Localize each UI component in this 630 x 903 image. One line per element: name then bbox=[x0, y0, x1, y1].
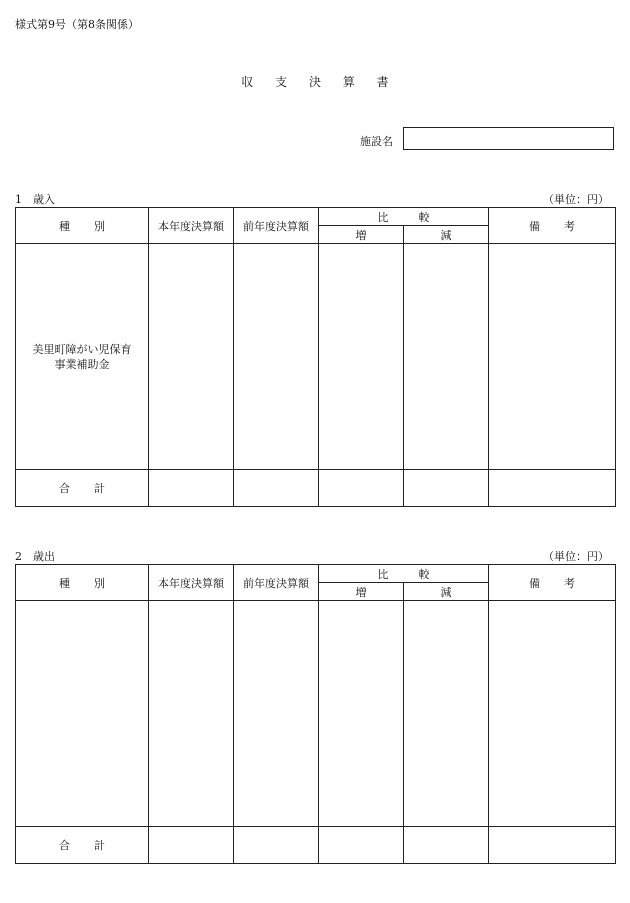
revenue-total-increase[interactable] bbox=[319, 470, 404, 507]
expenditure-total-previous[interactable] bbox=[234, 827, 319, 864]
table-row bbox=[16, 244, 616, 470]
expenditure-section-title: 2 歳出 bbox=[15, 550, 55, 563]
revenue-total-row bbox=[16, 470, 616, 507]
expenditure-table bbox=[15, 564, 616, 864]
expenditure-current-cell[interactable] bbox=[149, 601, 234, 827]
expenditure-increase-cell[interactable] bbox=[319, 601, 404, 827]
form-number: 様式第9号（第8条関係） bbox=[15, 18, 139, 31]
header-remarks: 備 考 bbox=[489, 565, 616, 601]
expenditure-total-decrease[interactable] bbox=[404, 827, 489, 864]
revenue-kind-line: 美里町障がい児保育 bbox=[32, 342, 132, 356]
header-increase: 増 bbox=[319, 226, 404, 244]
revenue-increase-cell[interactable] bbox=[319, 244, 404, 470]
revenue-section-title: 1 歳入 bbox=[15, 193, 55, 206]
expenditure-previous-cell[interactable] bbox=[234, 601, 319, 827]
revenue-total-remarks[interactable] bbox=[489, 470, 616, 507]
header-kind: 種 別 bbox=[16, 208, 149, 244]
header-increase: 増 bbox=[319, 583, 404, 601]
revenue-current-cell[interactable] bbox=[149, 244, 234, 470]
revenue-previous-cell[interactable] bbox=[234, 244, 319, 470]
revenue-table bbox=[15, 207, 616, 507]
title-char: 支 bbox=[275, 75, 288, 89]
expenditure-remarks-cell[interactable] bbox=[489, 601, 616, 827]
facility-label: 施設名 bbox=[360, 135, 393, 148]
header-previous-year: 前年度決算額 bbox=[234, 208, 319, 244]
revenue-total-previous[interactable] bbox=[234, 470, 319, 507]
title-char: 算 bbox=[342, 75, 355, 89]
header-comparison: 比 較 bbox=[319, 208, 489, 226]
expenditure-decrease-cell[interactable] bbox=[404, 601, 489, 827]
header-current-year: 本年度決算額 bbox=[149, 565, 234, 601]
title-char: 決 bbox=[308, 75, 321, 89]
expenditure-kind-cell[interactable] bbox=[16, 601, 149, 827]
revenue-unit-label: （単位：円） bbox=[543, 193, 609, 206]
expenditure-total-increase[interactable] bbox=[319, 827, 404, 864]
header-decrease: 減 bbox=[404, 226, 489, 244]
header-previous-year: 前年度決算額 bbox=[234, 565, 319, 601]
document-title bbox=[0, 73, 630, 90]
facility-name-field[interactable] bbox=[403, 127, 614, 150]
expenditure-total-current[interactable] bbox=[149, 827, 234, 864]
expenditure-unit-label: （単位：円） bbox=[543, 550, 609, 563]
revenue-kind-cell[interactable] bbox=[16, 244, 149, 470]
revenue-kind-line: 事業補助金 bbox=[54, 357, 110, 371]
table-row bbox=[16, 601, 616, 827]
total-label: 合 計 bbox=[16, 470, 149, 507]
revenue-total-decrease[interactable] bbox=[404, 470, 489, 507]
total-label: 合 計 bbox=[16, 827, 149, 864]
header-remarks: 備 考 bbox=[489, 208, 616, 244]
expenditure-total-remarks[interactable] bbox=[489, 827, 616, 864]
header-kind: 種 別 bbox=[16, 565, 149, 601]
title-char: 書 bbox=[376, 75, 389, 89]
revenue-remarks-cell[interactable] bbox=[489, 244, 616, 470]
header-decrease: 減 bbox=[404, 583, 489, 601]
revenue-total-current[interactable] bbox=[149, 470, 234, 507]
header-current-year: 本年度決算額 bbox=[149, 208, 234, 244]
revenue-decrease-cell[interactable] bbox=[404, 244, 489, 470]
header-comparison: 比 較 bbox=[319, 565, 489, 583]
title-char: 収 bbox=[241, 75, 254, 89]
expenditure-total-row bbox=[16, 827, 616, 864]
